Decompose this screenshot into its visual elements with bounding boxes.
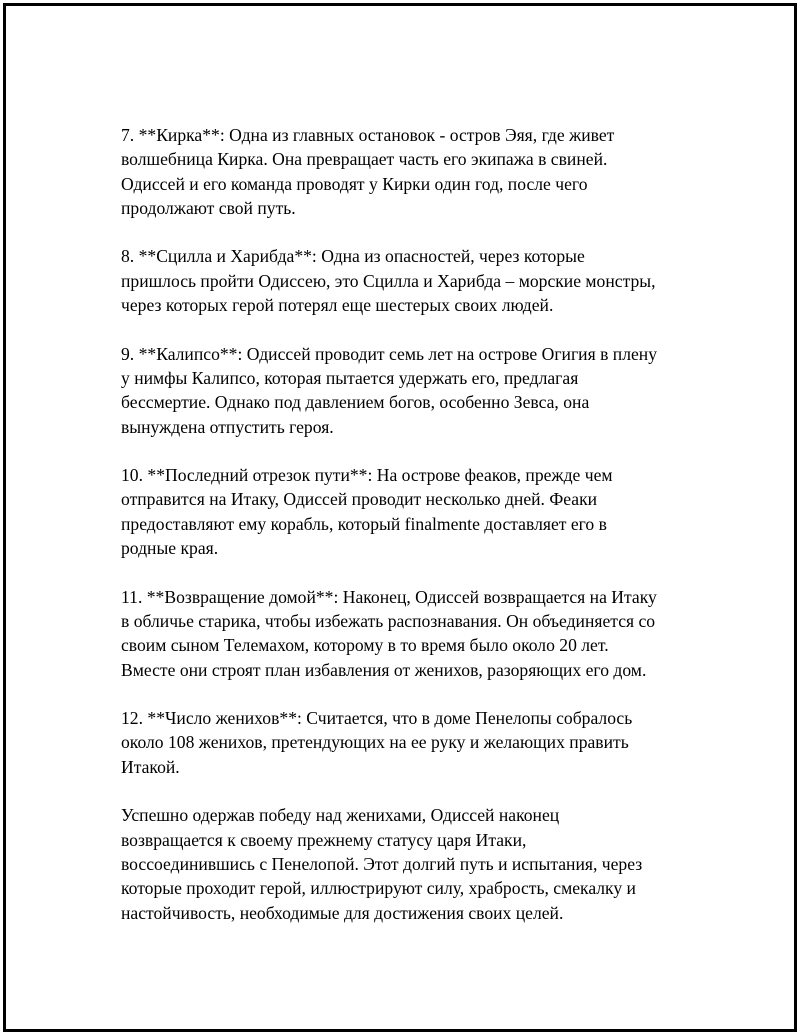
- document-body: [121, 123, 701, 949]
- text-line: у нимфы Калипсо, которая пытается удержать его, предлагая: [121, 367, 579, 388]
- page-frame: [3, 3, 797, 1032]
- text-line: 11. **Возвращение домой**: Наконец, Одиссей возвращается на Итаку: [121, 586, 657, 607]
- paragraph-last-leg: [121, 463, 701, 560]
- text-line: волшебница Кирка. Она превращает часть его экипажа в свиней.: [121, 149, 608, 170]
- text-line: 7. **Кирка**: Одна из главных остановок - остров Эяя, где живет: [121, 125, 615, 145]
- paragraph-scylla-charybdis: [121, 244, 701, 317]
- text-line: возвращается к своему прежнему статусу царя Итаки,: [121, 829, 527, 850]
- text-line: Вместе они строят план избавления от женихов, разоряющих его дом.: [121, 659, 647, 680]
- paragraph-calypso: [121, 342, 701, 439]
- text-line: воссоединившись с Пенелопой. Этот долгий путь и испытания, через: [121, 853, 643, 874]
- text-line: предоставляют ему корабль, который finalmente доставляет его в: [121, 513, 607, 534]
- paragraph-homecoming: [121, 585, 701, 682]
- text-line: пришлось пройти Одиссею, это Сцилла и Харибда – морские монстры,: [121, 270, 656, 291]
- text-line: настойчивость, необходимые для достижения своих целей.: [121, 902, 564, 923]
- paragraph-suitors-count: [121, 706, 701, 779]
- text-line: через которых герой потерял еще шестерых своих людей.: [121, 295, 554, 316]
- text-line: отправится на Итаку, Одиссей проводит несколько дней. Феаки: [121, 489, 598, 510]
- text-line: около 108 женихов, претендующих на ее руку и желающих править: [121, 732, 629, 753]
- text-line: бессмертие. Однако под давлением богов, особенно Зевса, она: [121, 392, 590, 413]
- text-line: 12. **Число женихов**: Считается, что в доме Пенелопы собралось: [121, 708, 633, 729]
- text-line: в обличье старика, чтобы избежать распознавания. Он объединяется со: [121, 610, 656, 631]
- text-line: 8. **Сцилла и Харибда**: Одна из опасностей, через которые: [121, 246, 585, 267]
- text-line: продолжают свой путь.: [121, 197, 296, 218]
- text-line: вынуждена отпустить героя.: [121, 416, 334, 437]
- text-line: родные края.: [121, 538, 219, 559]
- text-line: Успешно одержав победу над женихами, Одиссей наконец: [121, 805, 560, 826]
- text-line: 10. **Последний отрезок пути**: На острове феаков, прежде чем: [121, 465, 613, 486]
- text-line: которые проходит герой, иллюстрируют силу, храбрость, смекалку и: [121, 878, 636, 899]
- paragraph-conclusion: [121, 803, 701, 924]
- text-line: 9. **Калипсо**: Одиссей проводит семь лет на острове Огигия в плену: [121, 343, 658, 364]
- text-line: Итакой.: [121, 756, 180, 777]
- text-line: Одиссей и его команда проводят у Кирки один год, после чего: [121, 173, 588, 194]
- paragraph-kirka: [121, 123, 701, 220]
- text-line: своим сыном Телемахом, которому в то время было около 20 лет.: [121, 635, 609, 656]
